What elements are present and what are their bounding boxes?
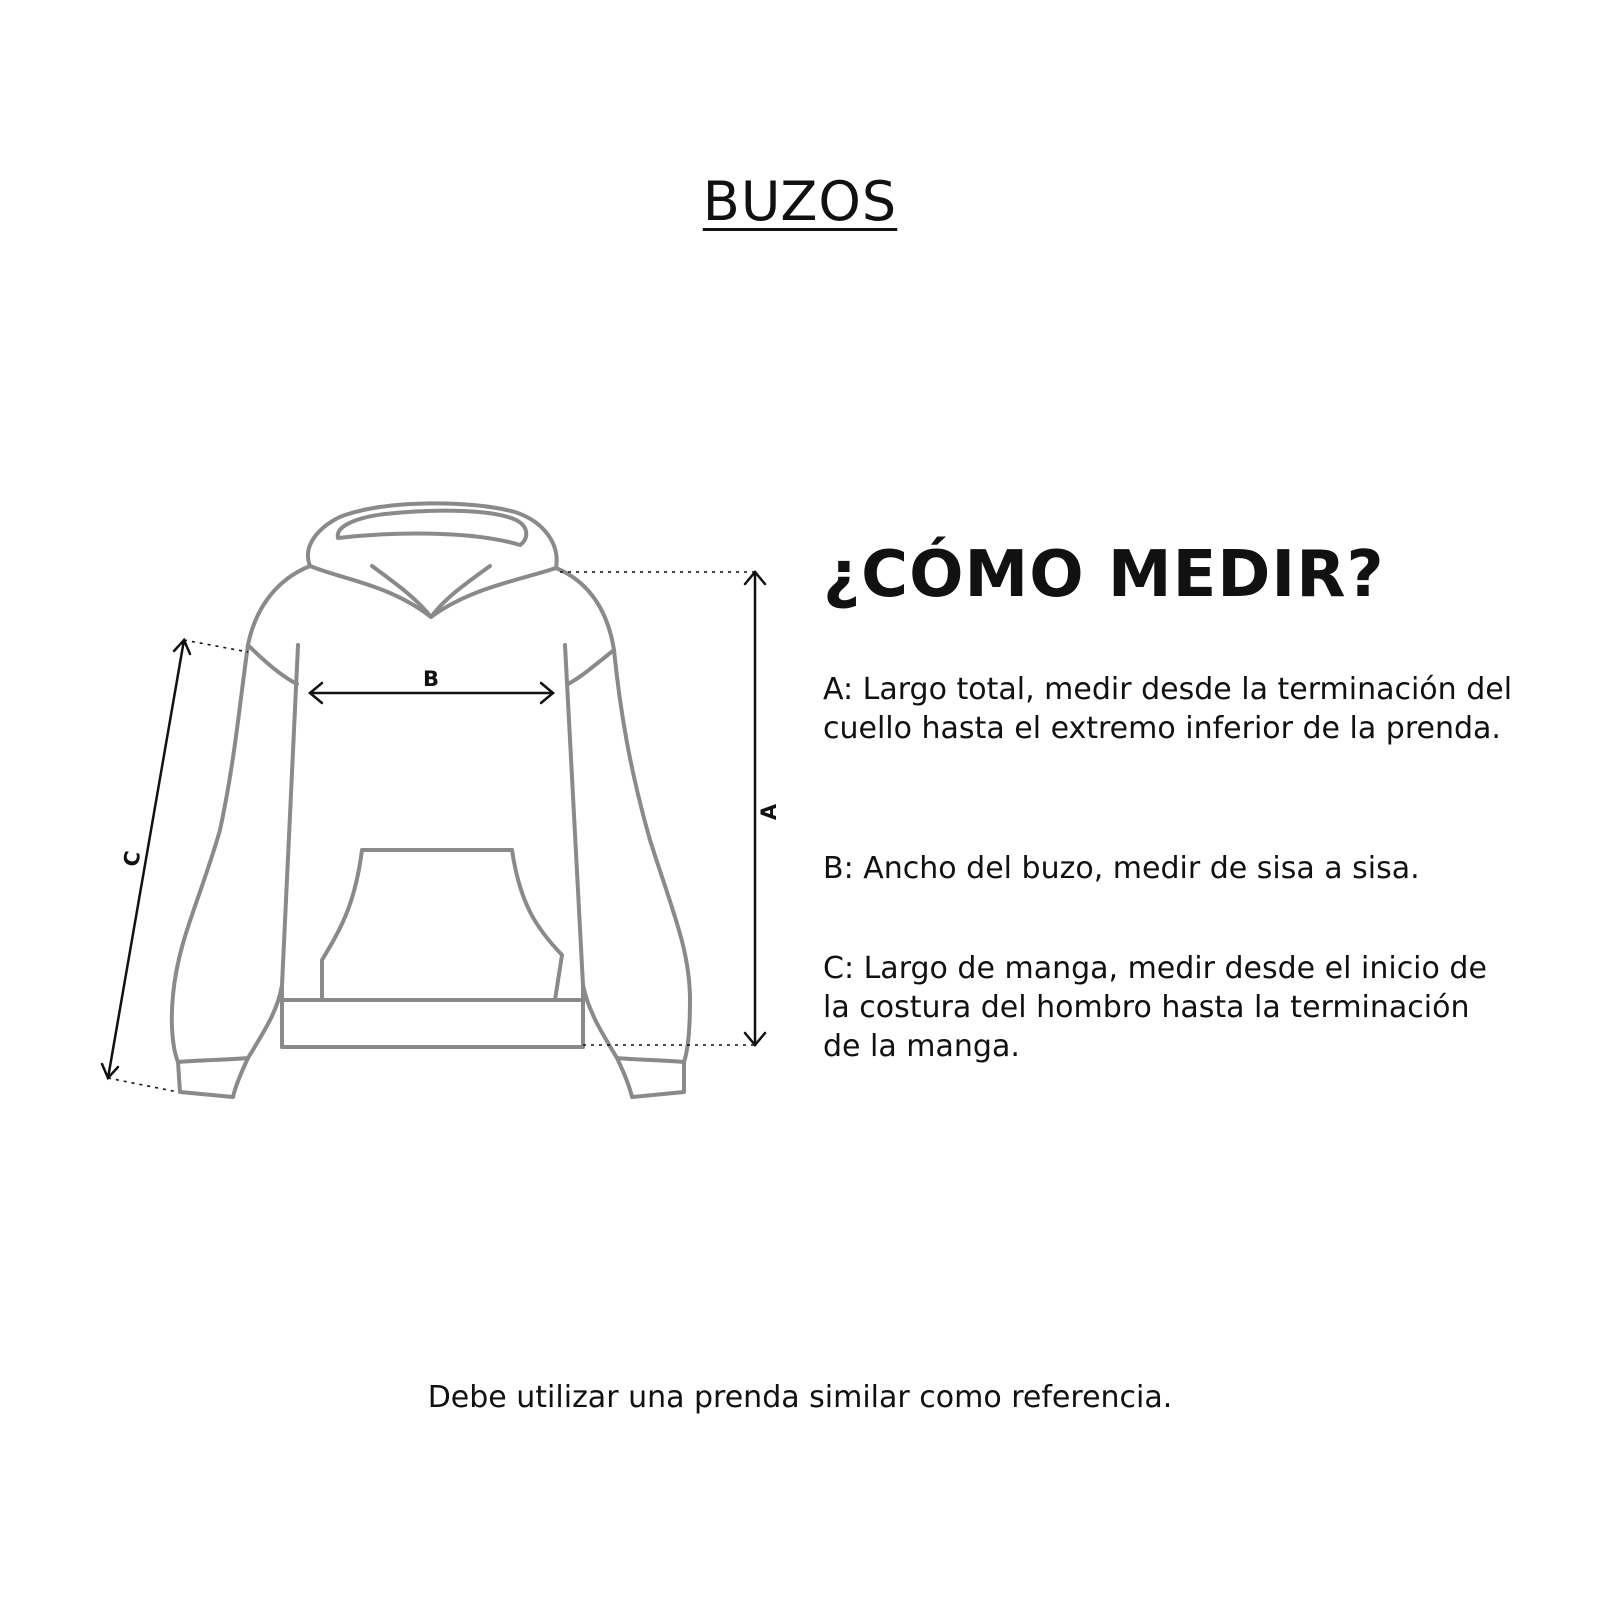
description-c: C: Largo de manga, medir desde el inicio de la costura del hombro hasta la terminación de la manga. bbox=[823, 951, 1487, 1064]
right-sleeve-outline bbox=[556, 568, 690, 1062]
description-a: A: Largo total, medir desde la terminación del cuello hasta el extremo inferior de la prenda. bbox=[823, 672, 1513, 746]
description-b: B: Ancho del buzo, medir de sisa a sisa. bbox=[823, 851, 1420, 886]
neckline bbox=[310, 566, 556, 617]
body-right-side bbox=[565, 645, 583, 1047]
left-armhole-seam bbox=[248, 645, 297, 684]
hood-inner-rim bbox=[338, 511, 527, 545]
label-c: C bbox=[118, 849, 146, 869]
right-cuff bbox=[617, 1058, 684, 1097]
reference-note: Debe utilizar una prenda similar como referencia. bbox=[427, 1380, 1173, 1415]
guide-c-top bbox=[184, 640, 248, 652]
kangaroo-pocket bbox=[322, 850, 562, 1000]
label-b: B bbox=[422, 667, 440, 691]
guide-c-bottom bbox=[108, 1078, 178, 1092]
label-a: A bbox=[757, 803, 781, 821]
hoodie-icon bbox=[172, 503, 690, 1097]
right-inner-sleeve bbox=[583, 985, 617, 1058]
page-title-text: BUZOS bbox=[702, 170, 898, 233]
body-left-side bbox=[282, 645, 298, 1047]
left-cuff bbox=[178, 1058, 248, 1097]
left-inner-sleeve bbox=[248, 985, 282, 1058]
measurement-lines bbox=[102, 572, 765, 1078]
right-armhole-seam bbox=[568, 650, 614, 684]
how-to-measure-heading: ¿CÓMO MEDIR? bbox=[823, 538, 1385, 612]
guide-lines bbox=[108, 572, 755, 1092]
